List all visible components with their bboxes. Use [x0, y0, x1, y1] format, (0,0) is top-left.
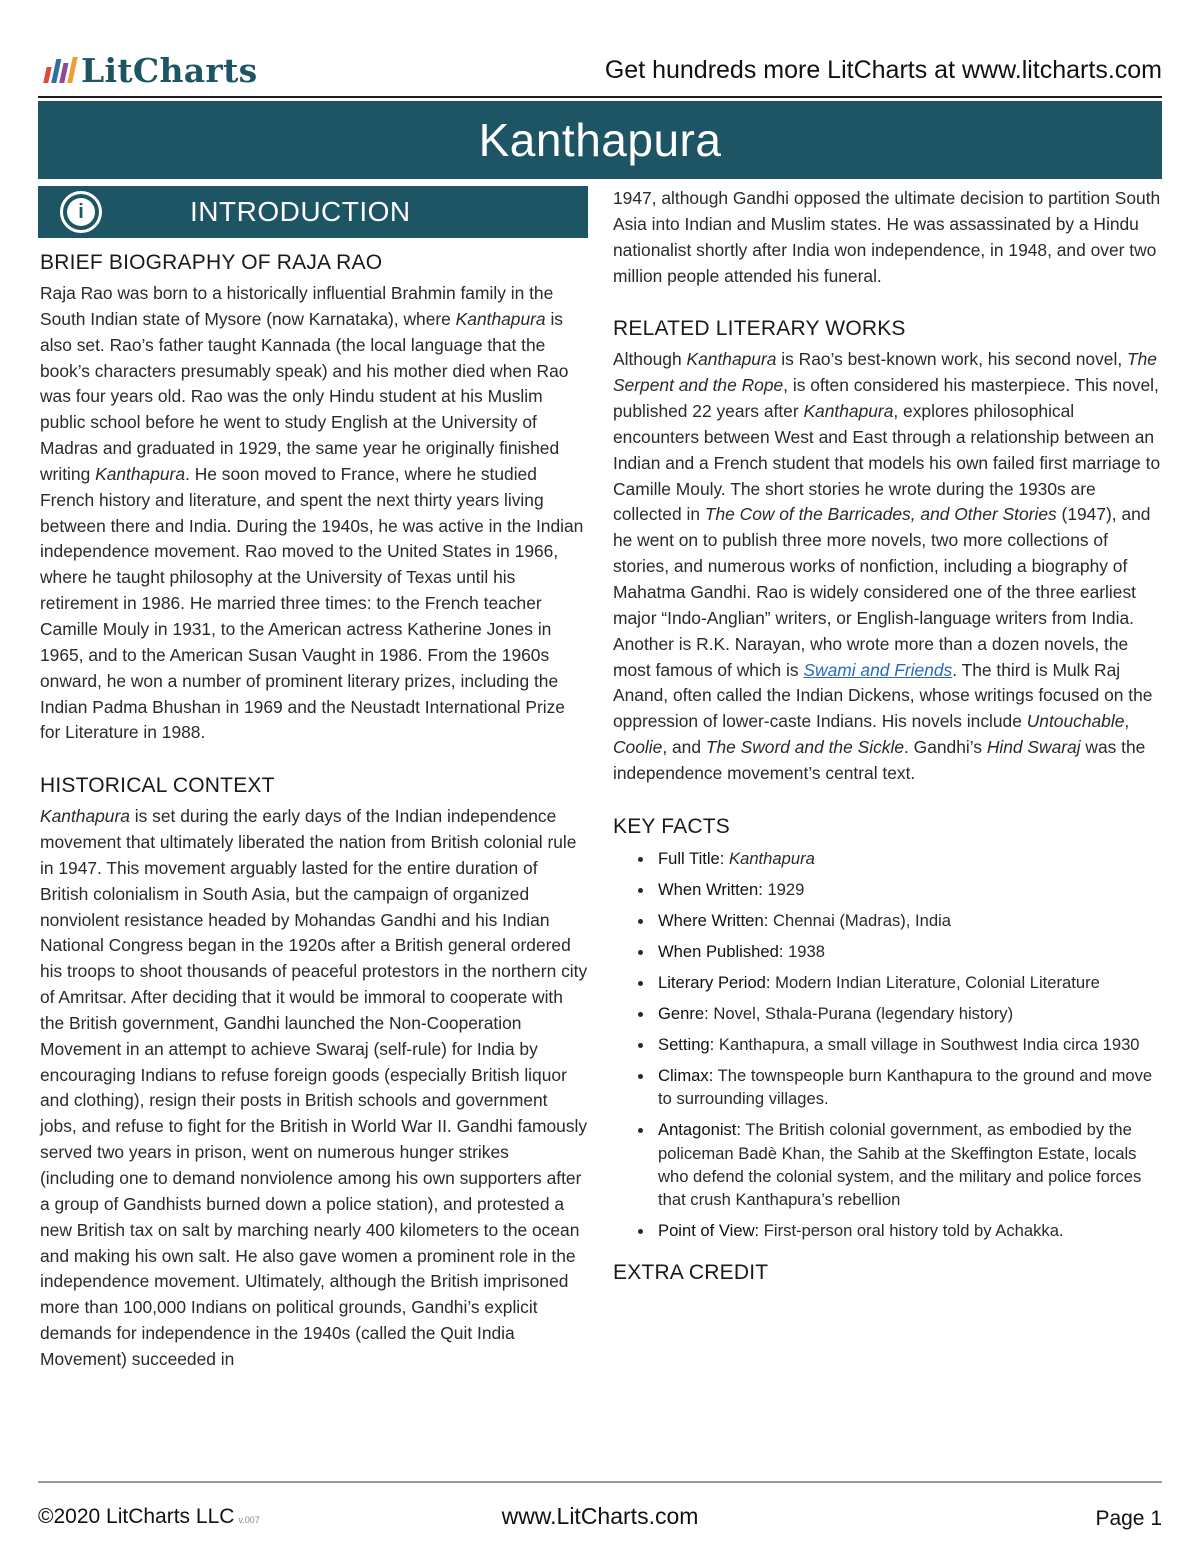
historical-text: Kanthapura is set during the early days of the Indian independence movement that ultimately liberated the nation from British colonial rule in 1947. This movement arguably lasted for the entire duration of British colonialism in South Asia, but the campaign of organized nonviolent resistance headed by Mohandas Gandhi and his Indian National Congress began in the 1920s after a British general ordered his troops to shoot thousands of peaceful protestors in the northern city of Amritsar. After deciding that it would be immoral to cooperate with the British government, Gandhi launched the Non-Cooperation Movement in an attempt to achieve Swaraj (self-rule) for India by encouraging Indians to refuse foreign goods (especially British liquor and clothing), resign their posts in British schools and government jobs, and refuse to fight for the British in World War II. Gandhi famously served two years in prison, went on numerous hunger strikes (including one to demand nonviolence among his own supporters after a group of Gandhists burned down a police station), and protested a new British tax on salt by marching nearly 400 kilometers to the ocean and making his own salt. He also gave women a prominent role in the independence movement. Ultimately, although the British imprisoned more than 100,000 Indians on political grounds, Gandhi’s explicit demands for independence in the 1940s (called the Quit India Movement) succeeded in	[40, 806, 588, 1369]
historical-heading: HISTORICAL CONTEXT	[40, 774, 275, 798]
logo-text: LitCharts	[81, 50, 258, 90]
left-column	[38, 186, 588, 1373]
footer-page-number: Page 1	[1095, 1507, 1162, 1530]
info-icon: i	[60, 191, 102, 233]
title-banner	[38, 101, 1162, 179]
list-item: When Written: 1929	[635, 878, 1161, 901]
footer-version: v.007	[238, 1515, 260, 1525]
header-tagline-link[interactable]: Get hundreds more LitCharts at www.litcharts.com	[604, 56, 1162, 84]
list-item: When Published: 1938	[635, 940, 1161, 963]
page-title: Kanthapura	[478, 114, 722, 166]
biography-heading: BRIEF BIOGRAPHY OF RAJA RAO	[40, 251, 383, 274]
page-footer	[38, 1481, 1162, 1541]
right-column	[611, 186, 1161, 1291]
key-facts-list	[635, 847, 1161, 1243]
related-works-text: Although Kanthapura is Rao’s best-known work, his second novel, The Serpent and the Rope, is often considered his masterpiece. This novel, published 22 years after Kanthapura, explores philosophical encounters between West and East through a relationship between an Indian and a French student that models his own failed first marriage to Camille Mouly. The short stories he wrote during the 1930s are collected in The Cow of the Barricades, and Other Stories (1947), and he went on to publish three more novels, two more collections of stories, and numerous works of nonfiction, including a biography of Mahatma Gandhi. Rao is widely considered one of the three earliest major “Indo-Anglian” writers, or English-language writers from India. Another is R.K. Narayan, who wrote more than a dozen novels, the most famous of which is Swami and Friends. The third is Mulk Raj Anand, often called the Indian Dickens, whose writings focused on the oppression of lower-caste Indians. His novels include Untouchable, Coolie, and The Sword and the Sickle. Gandhi’s Hind Swaraj was the independence movement’s central text.	[613, 349, 1161, 783]
list-item: Literary Period: Modern Indian Literature, Colonial Literature	[635, 971, 1161, 994]
list-item: Antagonist: The British colonial government, as embodied by the policeman Badè Khan, the Sahib at the Skeffington Estate, locals who defend the colonial system, and the military and police forces that crush Kanthapura’s rebellion	[635, 1118, 1161, 1212]
list-item: Climax: The townspeople burn Kanthapura to the ground and move to surrounding villages.	[635, 1064, 1161, 1111]
biography-text: Raja Rao was born to a historically influential Brahmin family in the South Indian state of Mysore (now Karnataka), where Kanthapura is also set. Rao’s father taught Kannada (the local language that the book’s characters presumably speak) and his mother died when Rao was four years old. Rao was the only Hindu student at his Muslim public school before he went to study English at the University of Madras and graduated in 1929, the same year he originally finished writing Kanthapura. He soon moved to France, where he studied French history and literature, and spent the next thirty years living between there and India. During the 1940s, he was active in the Indian independence movement. Rao moved to the United States in 1966, where he taught philosophy at the University of Texas until his retirement in 1986. He married three times: to the French teacher Camille Mouly in 1931, to the American actress Katherine Jones in 1965, and to the American Susan Vaught in 1986. From the 1960s onward, he won a number of prominent literary prizes, including the Indian Padma Bhushan in 1969 and the Neustadt International Prize for Literature in 1988.	[40, 283, 584, 743]
footer-site-link[interactable]: www.LitCharts.com	[501, 1503, 699, 1529]
list-item: Full Title: Kanthapura	[635, 847, 1161, 870]
footer-copyright: ©2020 LitCharts LLC v.007	[38, 1505, 260, 1528]
litcharts-logo[interactable]	[46, 50, 258, 90]
key-facts-heading: KEY FACTS	[613, 814, 730, 838]
introduction-banner	[38, 186, 588, 238]
historical-text-continued: 1947, although Gandhi opposed the ultimate decision to partition South Asia into Indian and Muslim states. He was assassinated by a Hindu nationalist shortly after India won independence, in 1948, and over two million people attended his funeral.	[613, 188, 1161, 286]
introduction-label: INTRODUCTION	[190, 196, 411, 227]
list-item: Point of View: First-person oral history told by Achakka.	[635, 1219, 1161, 1242]
list-item: Genre: Novel, Sthala-Purana (legendary history)	[635, 1002, 1161, 1025]
extra-credit-heading: EXTRA CREDIT	[613, 1260, 769, 1284]
swami-and-friends-link[interactable]: Swami and Friends	[803, 659, 953, 680]
logo-bars-icon	[43, 57, 78, 83]
list-item: Setting: Kanthapura, a small village in Southwest India circa 1930	[635, 1033, 1161, 1056]
page-header	[38, 40, 1162, 98]
related-works-heading: RELATED LITERARY WORKS	[613, 317, 906, 341]
list-item: Where Written: Chennai (Madras), India	[635, 909, 1161, 932]
